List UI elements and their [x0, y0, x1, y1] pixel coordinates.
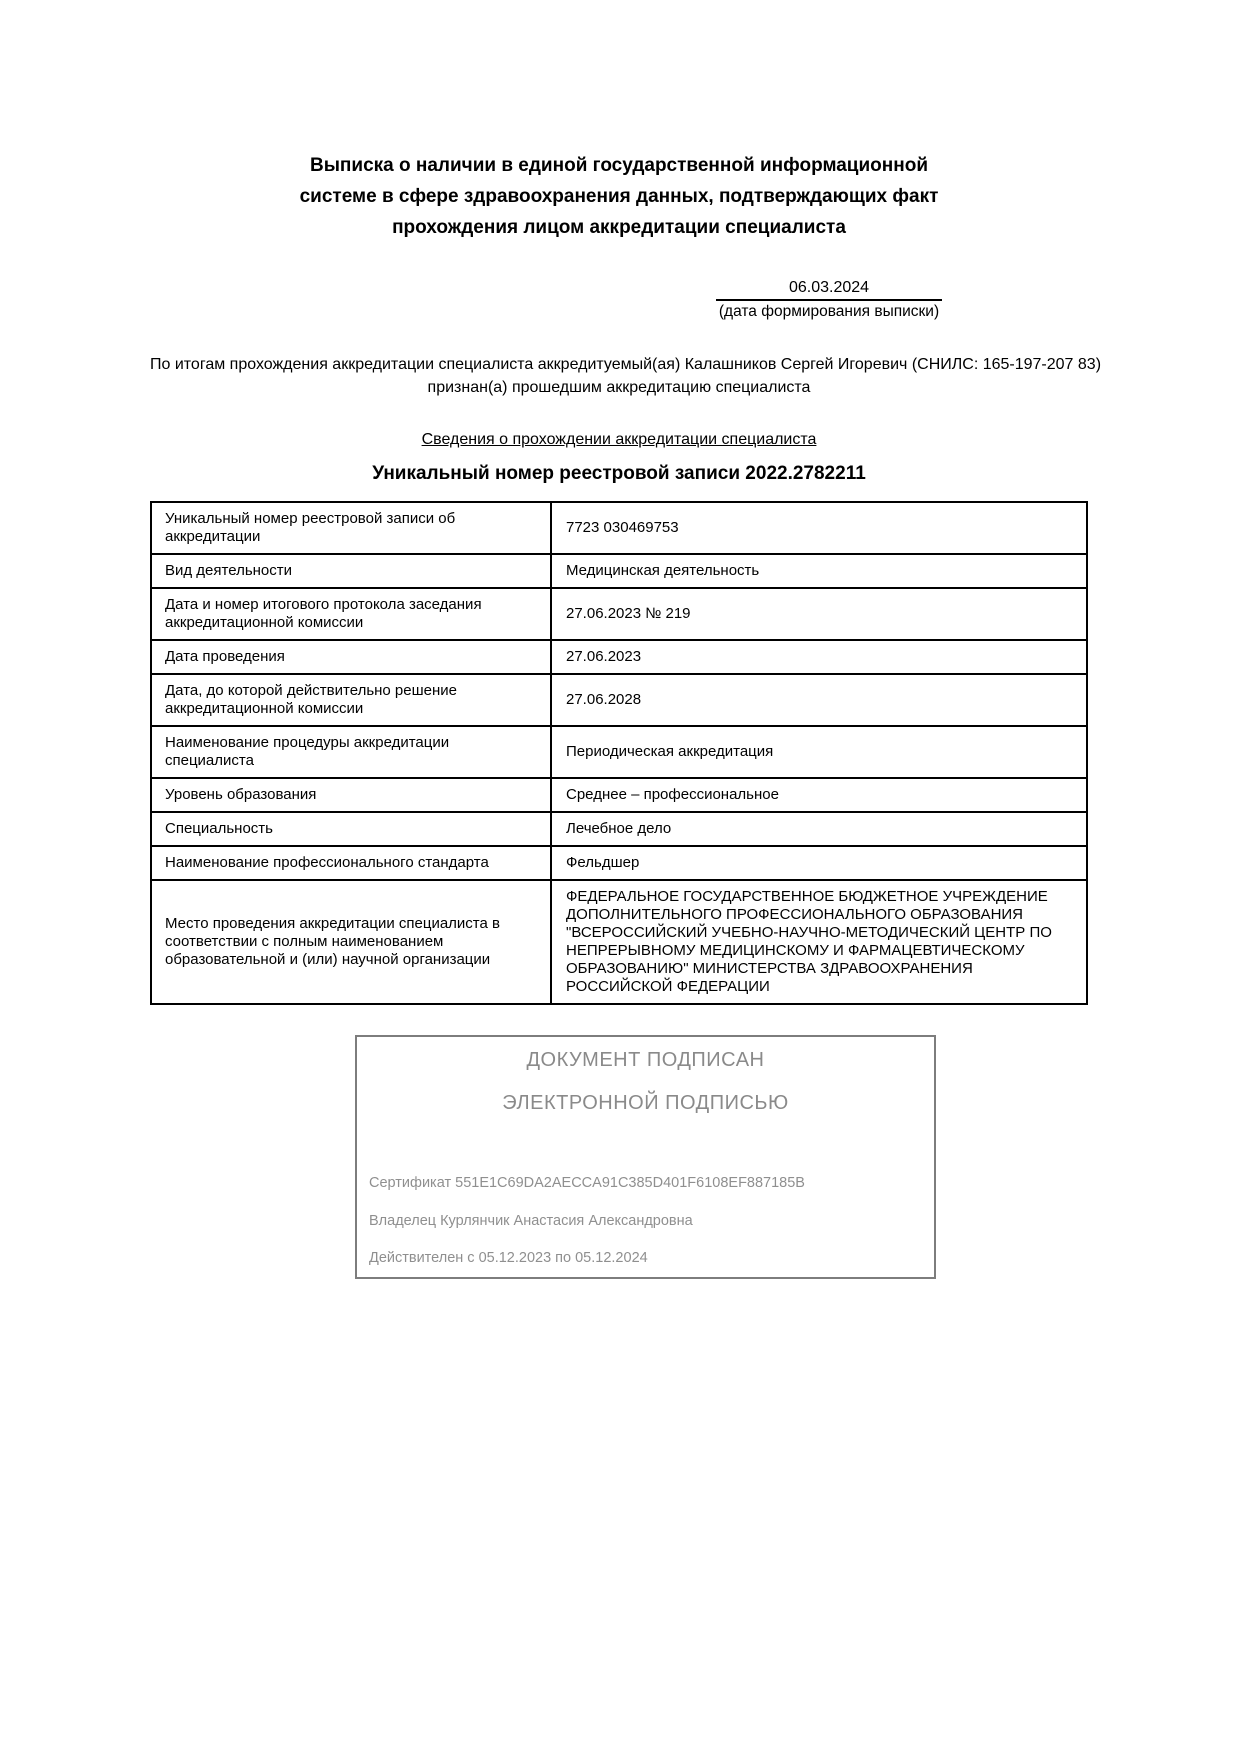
row-value: 27.06.2023 [551, 640, 1087, 674]
issue-date-caption: (дата формирования выписки) [718, 303, 940, 320]
document-content [150, 0, 1102, 1279]
signature-stamp [355, 1035, 936, 1279]
validity-line: Действителен с 05.12.2023 по 05.12.2024 [369, 1250, 648, 1266]
intro-line: признан(а) прошедшим аккредитацию специалиста [427, 379, 811, 396]
row-value: 27.06.2023 № 219 [551, 588, 1087, 640]
row-value: 27.06.2028 [551, 674, 1087, 726]
row-value: Среднее – профессиональное [551, 778, 1087, 812]
certificate-line: Сертификат 551E1C69DA2AECCA91C385D401F6108EF887185B [369, 1175, 805, 1191]
issue-date-block [716, 279, 942, 321]
table-row [151, 846, 1087, 880]
table-row [151, 726, 1087, 778]
table-row [151, 812, 1087, 846]
section-heading: Сведения о прохождении аккредитации специалиста [421, 431, 817, 448]
row-value: Фельдшер [551, 846, 1087, 880]
table-row [151, 778, 1087, 812]
page-title-line: системе в сфере здравоохранения данных, подтверждающих факт [299, 186, 939, 207]
row-value: ФЕДЕРАЛЬНОЕ ГОСУДАРСТВЕННОЕ БЮДЖЕТНОЕ УЧРЕЖДЕНИЕ ДОПОЛНИТЕЛЬНОГО ПРОФЕССИОНАЛЬНОГО ОБРАЗОВАНИЯ "ВСЕРОССИЙСКИЙ УЧЕБНО-НАУЧНО-МЕТОДИЧЕСКИЙ ЦЕНТР ПО НЕПРЕРЫВНОМУ МЕДИЦИНСКОМУ И ФАРМАЦЕВТИЧЕСКОМУ ОБРАЗОВАНИЮ" МИНИСТЕРСТВА ЗДРАВООХРАНЕНИЯ РОССИЙСКОЙ ФЕДЕРАЦИИ [551, 880, 1087, 1004]
row-label: Дата и номер итогового протокола заседания аккредитационной комиссии [151, 588, 551, 640]
row-value: 7723 030469753 [551, 502, 1087, 554]
table-row [151, 588, 1087, 640]
row-label: Дата, до которой действительно решение аккредитационной комиссии [151, 674, 551, 726]
signature-heading-line: ДОКУМЕНТ ПОДПИСАН [526, 1049, 765, 1071]
page-title [150, 0, 1088, 243]
row-value: Лечебное дело [551, 812, 1087, 846]
row-label: Наименование профессионального стандарта [151, 846, 551, 880]
intro-paragraph [150, 353, 1102, 399]
row-label: Специальность [151, 812, 551, 846]
intro-line: По итогам прохождения аккредитации специалиста аккредитуемый(ая) Калашников Сергей Игоревич (СНИЛС: 165-197-207 83) [150, 356, 1102, 373]
table-row [151, 674, 1087, 726]
table-row [151, 640, 1087, 674]
accreditation-table [150, 501, 1088, 1005]
accreditation-table-body [151, 502, 1087, 1004]
signature-heading-line: ЭЛЕКТРОННОЙ ПОДПИСЬЮ [502, 1092, 789, 1114]
owner-line: Владелец Курлянчик Анастасия Александровна [369, 1213, 693, 1229]
row-label: Наименование процедуры аккредитации специалиста [151, 726, 551, 778]
row-label: Вид деятельности [151, 554, 551, 588]
table-row [151, 880, 1087, 1004]
row-label: Уровень образования [151, 778, 551, 812]
row-value: Медицинская деятельность [551, 554, 1087, 588]
table-row [151, 502, 1087, 554]
page-title-line: прохождения лицом аккредитации специалиста [392, 217, 846, 238]
row-label: Уникальный номер реестровой записи об аккредитации [151, 502, 551, 554]
row-value: Периодическая аккредитация [551, 726, 1087, 778]
row-label: Место проведения аккредитации специалиста в соответствии с полным наименованием образовательной и (или) научной организации [151, 880, 551, 1004]
issue-date: 06.03.2024 [716, 279, 942, 301]
row-label: Дата проведения [151, 640, 551, 674]
table-row [151, 554, 1087, 588]
registry-number-heading: Уникальный номер реестровой записи 2022.2782211 [372, 463, 866, 484]
page-title-line: Выписка о наличии в единой государственной информационной [309, 155, 929, 176]
